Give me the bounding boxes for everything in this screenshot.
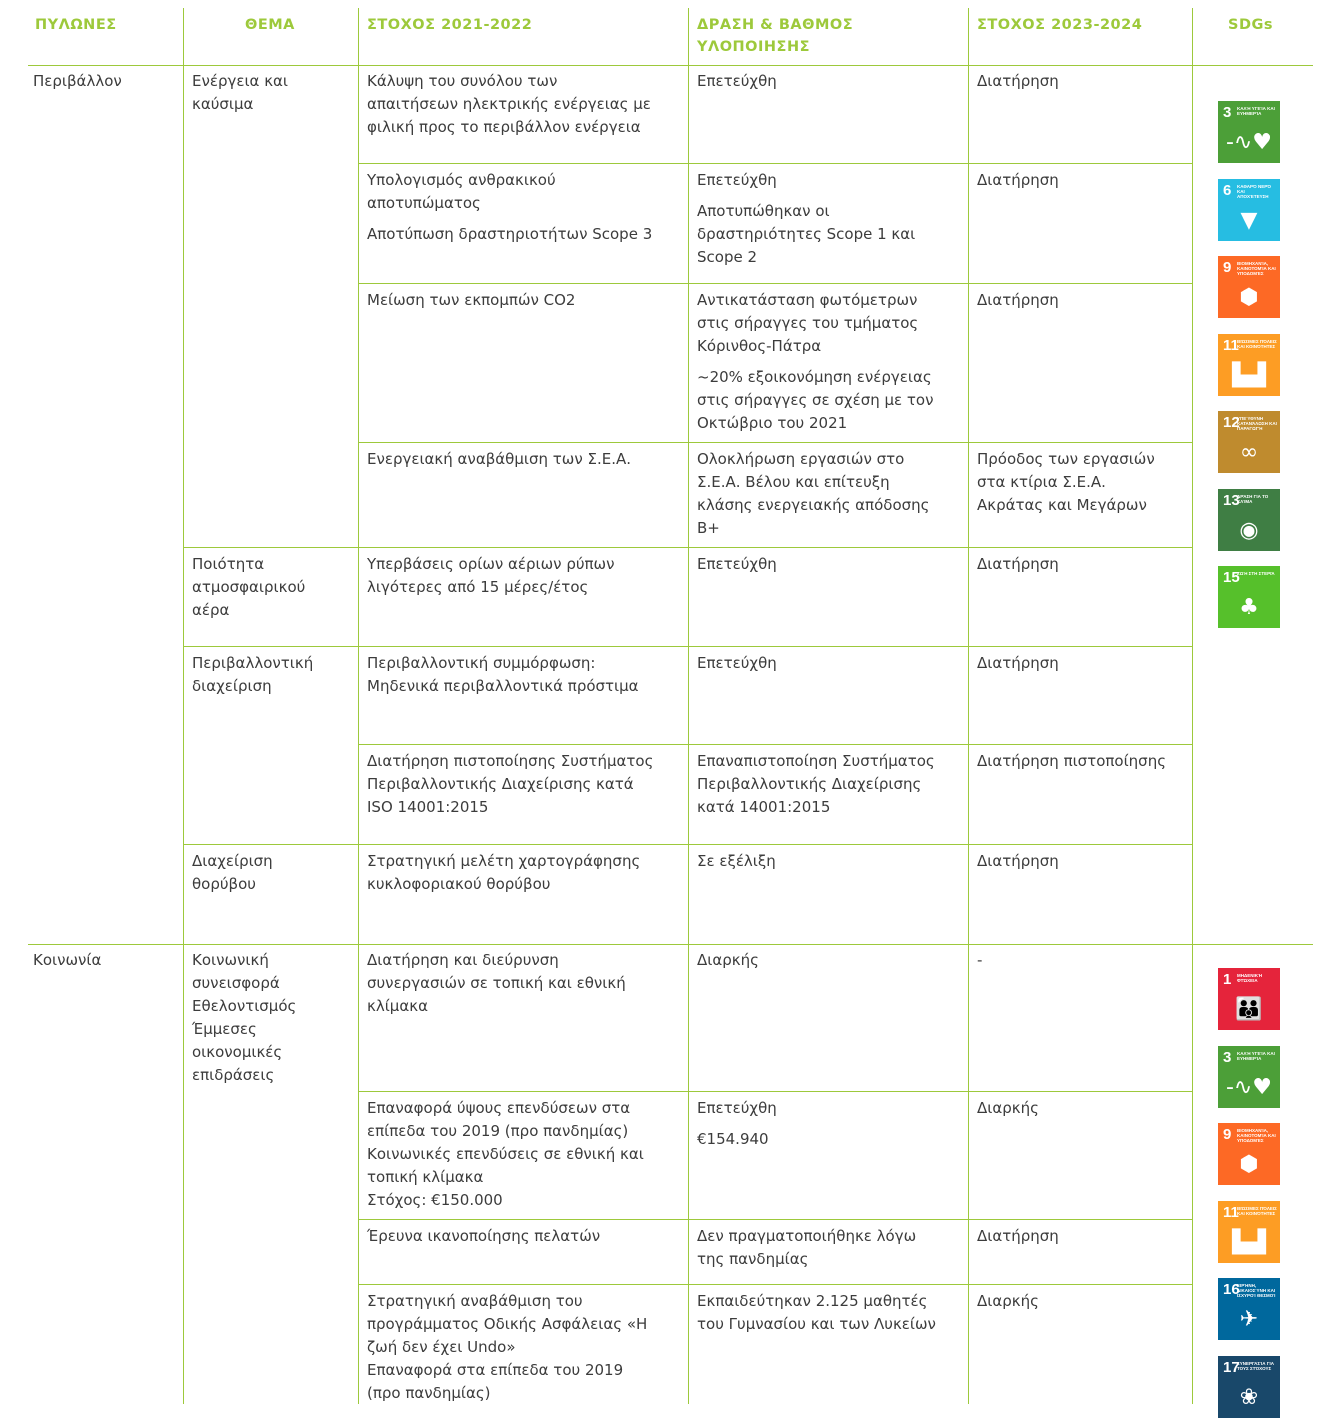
- target-2023-cell: [977, 1225, 1059, 1248]
- row-rule: [358, 442, 1192, 443]
- sdg-label: ΜΗΔΕΝΙΚΉ ΦΤΏΧΕΙΑ: [1237, 973, 1263, 983]
- sdg-label: ΚΑΛΉ ΥΓΕΊΑ ΚΑΙ ΕΥΗΜΕΡΊΑ: [1237, 1051, 1275, 1061]
- sdg-11-tile: [1218, 1201, 1280, 1263]
- cubes-icon: ⬢: [1239, 1152, 1259, 1177]
- header-topic: ΘΕΜΑ: [245, 17, 295, 33]
- cell-text: Μείωση των εκπομπών CO2: [367, 291, 576, 309]
- sdg-16-tile: [1218, 1278, 1280, 1340]
- city-icon: ▙▟: [1232, 1230, 1266, 1255]
- cell-text: Εκπαιδεύτηκαν 2.125 μαθητές του Γυμνασίου και των Λυκείων: [697, 1292, 936, 1333]
- sdg-number: 15: [1223, 569, 1240, 586]
- cell-text: Επετεύχθη: [697, 171, 777, 189]
- target-2021-cell: [367, 448, 631, 471]
- cell-text: Αντικατάσταση φωτόμετρων στις σήραγγες του τμήματος Κόρινθος-Πάτρα: [697, 291, 919, 355]
- cell-text: Επαναφορά ύψους επενδύσεων στα επίπεδα του 2019 (προ πανδημίας) Κοινωνικές επενδύσεις σε εθνική και τοπική κλίμακα Στόχος: €150.000: [367, 1099, 644, 1209]
- header-rule: [28, 65, 1313, 66]
- cell-text: Διατήρηση: [977, 852, 1059, 870]
- tree-icon: ♣: [1239, 595, 1259, 620]
- row-rule: [183, 646, 1192, 647]
- sdg-9-tile: [1218, 1123, 1280, 1185]
- sdg-1-tile: [1218, 968, 1280, 1030]
- paragraph-gap: [697, 358, 934, 366]
- target-2021-cell: [367, 289, 575, 312]
- target-2021-cell: [367, 1225, 600, 1248]
- action-cell: [697, 850, 776, 873]
- topic-label: Περιβαλλοντική διαχείριση: [192, 654, 314, 695]
- cell-text: Διατήρηση: [977, 555, 1059, 573]
- sdg-number: 6: [1223, 182, 1232, 199]
- pillar-cell: [33, 70, 122, 93]
- action-cell: [697, 70, 777, 93]
- sdg-label: ΒΙΏΣΙΜΕΣ ΠΌΛΕΙΣ ΚΑΙ ΚΟΙΝΌΤΗΤΕΣ: [1237, 339, 1277, 349]
- cell-text: Στρατηγική μελέτη χαρτογράφησης κυκλοφοριακού θορύβου: [367, 852, 641, 893]
- target-2021-cell: [367, 169, 652, 246]
- cell-text: Υπολογισμός ανθρακικού αποτυπώματος: [367, 171, 556, 212]
- header-sdgs: SDGs: [1228, 17, 1274, 33]
- cell-text: Επαναπιστοποίηση Συστήματος Περιβαλλοντικής Διαχείρισης κατά 14001:2015: [697, 752, 935, 816]
- sdg-6-tile: [1218, 179, 1280, 241]
- cell-text: Διατήρηση πιστοποίησης: [977, 752, 1167, 770]
- topic-cell: [192, 949, 296, 1087]
- topic-label: Κοινωνική συνεισφορά Εθελοντισμός Έμμεσες οικονομικές επιδράσεις: [192, 951, 297, 1084]
- family-icon: 👪: [1235, 997, 1263, 1022]
- target-2023-cell: [977, 1290, 1039, 1313]
- sdg-12-tile: [1218, 411, 1280, 473]
- cell-text: Διατήρηση: [977, 654, 1059, 672]
- col-divider-4: [968, 8, 969, 1404]
- topic-label: Διαχείριση θορύβου: [192, 852, 273, 893]
- target-2021-cell: [367, 750, 653, 819]
- cell-text: Διατήρηση: [977, 1227, 1059, 1245]
- target-2021-cell: [367, 652, 639, 698]
- topic-cell: [192, 70, 288, 116]
- paragraph-gap: [697, 1120, 777, 1128]
- action-cell: [697, 169, 915, 269]
- action-cell: [697, 448, 929, 540]
- cell-text: Περιβαλλοντική συμμόρφωση: Μηδενικά περιβαλλοντικά πρόστιμα: [367, 654, 639, 695]
- row-rule: [183, 844, 1192, 845]
- heartbeat-icon: -∿♥: [1225, 1075, 1273, 1100]
- topic-cell: [192, 850, 273, 896]
- action-cell: [697, 652, 777, 675]
- action-cell: [697, 949, 759, 972]
- cell-text: Διατήρηση πιστοποίησης Συστήματος Περιβαλλοντικής Διαχείρισης κατά ISO 14001:2015: [367, 752, 654, 816]
- sdg-3-tile: [1218, 101, 1280, 163]
- sdg-3-tile: [1218, 1046, 1280, 1108]
- sdg-number: 16: [1223, 1281, 1240, 1298]
- topic-label: Ποιότητα ατμοσφαιρικού αέρα: [192, 555, 306, 619]
- cell-text: Πρόοδος των εργασιών στα κτίρια Σ.Ε.Α. Ακράτας και Μεγάρων: [977, 450, 1155, 514]
- sdg-number: 9: [1223, 1126, 1232, 1143]
- row-rule: [358, 744, 1192, 745]
- col-divider-5: [1192, 8, 1193, 1404]
- target-2021-cell: [367, 553, 615, 599]
- cell-text: Διατήρηση: [977, 72, 1059, 90]
- cell-text: Ενεργειακή αναβάθμιση των Σ.Ε.Α.: [367, 450, 632, 468]
- cell-text: Διατήρηση: [977, 171, 1059, 189]
- cubes-icon: ⬢: [1239, 285, 1259, 310]
- sdg-9-tile: [1218, 256, 1280, 318]
- sdg-17-tile: [1218, 1356, 1280, 1418]
- topic-label: Ενέργεια και καύσιμα: [192, 72, 289, 113]
- sdg-number: 9: [1223, 259, 1232, 276]
- topic-cell: [192, 652, 313, 698]
- sdg-number: 11: [1223, 1204, 1239, 1221]
- row-rule: [358, 283, 1192, 284]
- cell-text: Διαρκής: [977, 1292, 1039, 1310]
- target-2023-cell: [977, 553, 1059, 576]
- cell-text: Έρευνα ικανοποίησης πελατών: [367, 1227, 601, 1245]
- sdg-number: 1: [1223, 971, 1232, 988]
- sdg-number: 13: [1223, 492, 1240, 509]
- target-2023-cell: [977, 448, 1155, 517]
- sdg-number: 11: [1223, 337, 1239, 354]
- row-rule: [358, 1219, 1192, 1220]
- cell-text: Διαρκής: [977, 1099, 1039, 1117]
- header-action: ΔΡΑΣΗ & ΒΑΘΜΟΣ ΥΛΟΠΟΙΗΣΗΣ: [697, 17, 854, 55]
- cell-text: Στρατηγική αναβάθμιση του προγράμματος Οδικής Ασφάλειας «Η ζωή δεν έχει Undo» Επαναφορά στα επίπεδα του 2019 (προ πανδημίας): [367, 1292, 648, 1402]
- heartbeat-icon: -∿♥: [1225, 130, 1273, 155]
- sdg-label: ΕΙΡΉΝΗ, ΔΙΚΑΙΟΣΎΝΗ ΚΑΙ ΙΣΧΥΡΟΊ ΘΕΣΜΟΊ: [1237, 1283, 1276, 1298]
- section-rule: [28, 944, 1313, 945]
- action-cell: [697, 1097, 777, 1151]
- pillar-cell: [33, 949, 101, 972]
- target-2023-cell: [977, 949, 982, 972]
- cell-text: Δεν πραγματοποιήθηκε λόγω της πανδημίας: [697, 1227, 917, 1268]
- target-2021-cell: [367, 1290, 647, 1405]
- sdg-number: 17: [1223, 1359, 1240, 1376]
- sdg-label: ΒΙΟΜΗΧΑΝΊΑ, ΚΑΙΝΟΤΟΜΊΑ ΚΑΙ ΥΠΟΔΟΜΈΣ: [1237, 261, 1276, 276]
- paragraph-gap: [697, 192, 915, 200]
- cell-text: -: [977, 951, 983, 969]
- cell-text: €154.940: [697, 1130, 769, 1148]
- pillar-label: Κοινωνία: [33, 951, 102, 969]
- cell-text: Ολοκλήρωση εργασιών στο Σ.Ε.Α. Βέλου και επίτευξη κλάσης ενεργειακής απόδοσης B+: [697, 450, 930, 537]
- row-rule: [358, 163, 1192, 164]
- earth-eye-icon: ◉: [1239, 518, 1259, 543]
- cell-text: Αποτύπωση δραστηριοτήτων Scope 3: [367, 225, 653, 243]
- target-2023-cell: [977, 850, 1059, 873]
- sdg-label: ΒΙΏΣΙΜΕΣ ΠΌΛΕΙΣ ΚΑΙ ΚΟΙΝΌΤΗΤΕΣ: [1237, 1206, 1277, 1216]
- dove-icon: ✈: [1239, 1307, 1259, 1332]
- action-cell: [697, 750, 935, 819]
- action-cell: [697, 1225, 916, 1271]
- target-2023-cell: [977, 289, 1059, 312]
- water-icon: ▼: [1240, 208, 1258, 233]
- sdg-15-tile: [1218, 566, 1280, 628]
- cell-text: ~20% εξοικονόμηση ενέργειας στις σήραγγες σε σχέση με τον Οκτώβριο του 2021: [697, 368, 934, 432]
- cell-text: Κάλυψη του συνόλου των απαιτήσεων ηλεκτρικής ενέργειας με φιλική προς το περιβάλλον ενέργεια: [367, 72, 651, 136]
- cell-text: Επετεύχθη: [697, 1099, 777, 1117]
- col-divider-1: [183, 8, 184, 1404]
- sdg-13-tile: [1218, 489, 1280, 551]
- row-rule: [183, 547, 1192, 548]
- sdg-number: 3: [1223, 1049, 1232, 1066]
- header-pillars: ΠΥΛΩΝΕΣ: [35, 17, 117, 33]
- cell-text: Αποτυπώθηκαν οι δραστηριότητες Scope 1 και Scope 2: [697, 202, 916, 266]
- action-cell: [697, 1290, 936, 1336]
- infinity-icon: ∞: [1239, 440, 1259, 465]
- cell-text: Επετεύχθη: [697, 654, 777, 672]
- target-2021-cell: [367, 1097, 644, 1212]
- target-2021-cell: [367, 70, 651, 139]
- target-2023-cell: [977, 70, 1059, 93]
- sdg-label: ΔΡΆΣΗ ΓΙΑ ΤΟ ΚΛΊΜΑ: [1237, 494, 1269, 504]
- target-2023-cell: [977, 169, 1059, 192]
- cell-text: Διαρκής: [697, 951, 759, 969]
- cell-text: Επετεύχθη: [697, 72, 777, 90]
- cell-text: Διατήρηση: [977, 291, 1059, 309]
- sdg-number: 3: [1223, 104, 1232, 121]
- sdg-label: ΚΑΘΑΡΌ ΝΕΡΌ ΚΑΙ ΑΠΟΧΈΤΕΥΣΗ: [1237, 184, 1271, 199]
- target-2021-cell: [367, 949, 626, 1018]
- rings-icon: ❀: [1239, 1385, 1259, 1410]
- col-divider-3: [688, 8, 689, 1404]
- target-2023-cell: [977, 652, 1059, 675]
- sdg-11-tile: [1218, 334, 1280, 396]
- sdg-label: ΚΑΛΉ ΥΓΕΊΑ ΚΑΙ ΕΥΗΜΕΡΊΑ: [1237, 106, 1275, 116]
- cell-text: Σε εξέλιξη: [697, 852, 776, 870]
- sdg-number: 12: [1223, 414, 1240, 431]
- sdg-label: ΥΠΕΎΘΥΝΗ ΚΑΤΑΝΆΛΩΣΗ ΚΑΙ ΠΑΡΑΓΩΓΉ: [1237, 416, 1277, 431]
- pillar-label: Περιβάλλον: [33, 72, 122, 90]
- row-rule: [358, 1284, 1192, 1285]
- sdg-label: ΒΙΟΜΗΧΑΝΊΑ, ΚΑΙΝΟΤΟΜΊΑ ΚΑΙ ΥΠΟΔΟΜΈΣ: [1237, 1128, 1276, 1143]
- row-rule: [358, 1091, 1192, 1092]
- header-target-2021: ΣΤΟΧΟΣ 2021-2022: [367, 17, 533, 33]
- city-icon: ▙▟: [1232, 363, 1266, 388]
- target-2021-cell: [367, 850, 640, 896]
- action-cell: [697, 289, 934, 435]
- cell-text: Υπερβάσεις ορίων αέριων ρύπων λιγότερες από 15 μέρες/έτος: [367, 555, 615, 596]
- header-target-2023: ΣΤΟΧΟΣ 2023-2024: [977, 17, 1143, 33]
- cell-text: Επετεύχθη: [697, 555, 777, 573]
- col-divider-2: [358, 8, 359, 1404]
- cell-text: Διατήρηση και διεύρυνση συνεργασιών σε τοπική και εθνική κλίμακα: [367, 951, 626, 1015]
- topic-cell: [192, 553, 305, 622]
- sdg-label: ΖΩΉ ΣΤΗ ΣΤΕΡΙΆ: [1237, 571, 1275, 576]
- sdg-label: ΣΥΝΕΡΓΑΣΊΑ ΓΙΑ ΤΟΥΣ ΣΤΌΧΟΥΣ: [1237, 1361, 1274, 1371]
- paragraph-gap: [367, 215, 652, 223]
- target-2023-cell: [977, 1097, 1039, 1120]
- action-cell: [697, 553, 777, 576]
- target-2023-cell: [977, 750, 1166, 773]
